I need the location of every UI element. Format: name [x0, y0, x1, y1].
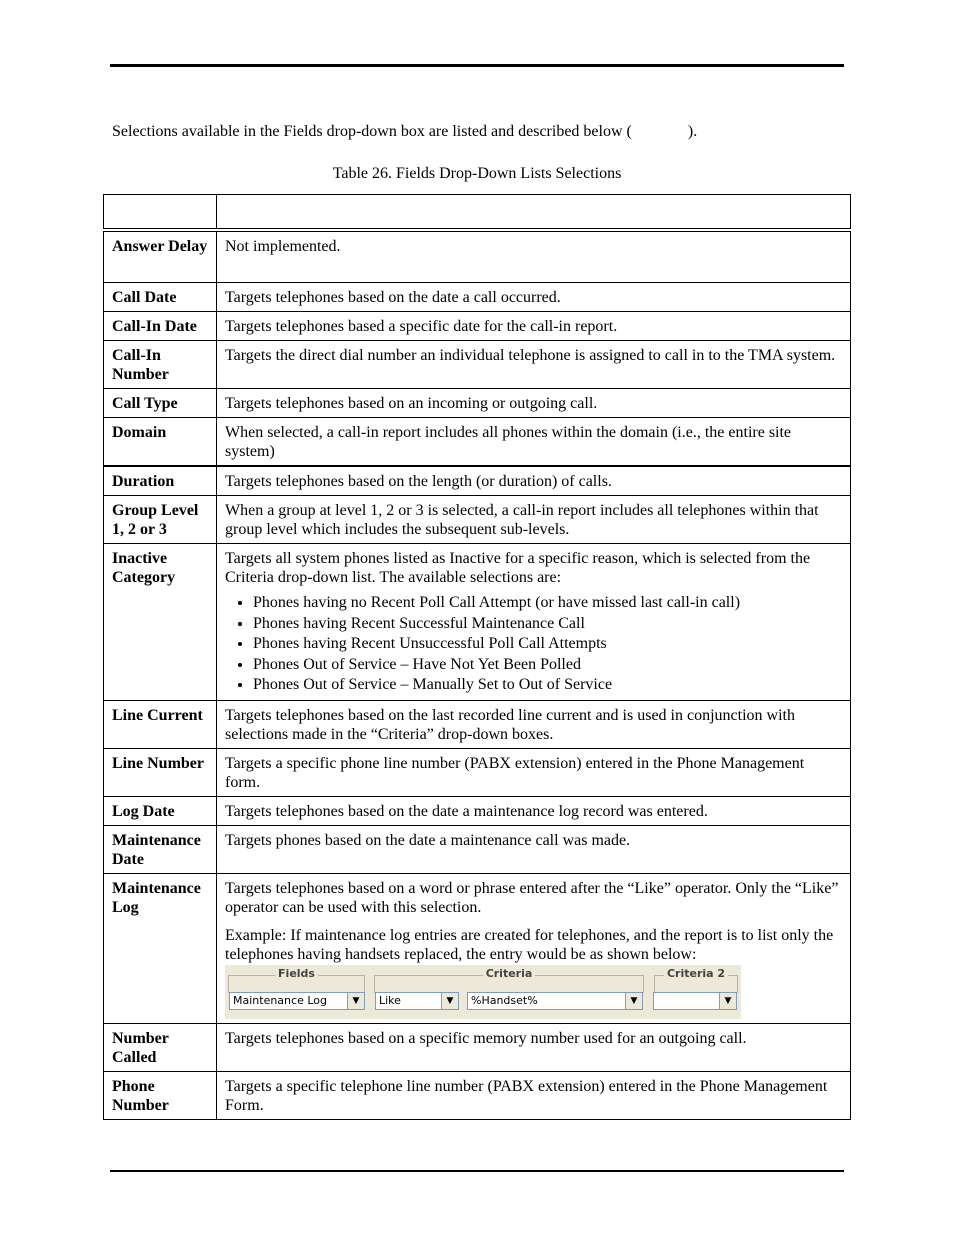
chevron-down-icon[interactable]: ▼	[625, 993, 642, 1009]
field-name: Call-In Date	[104, 312, 217, 341]
field-name: Call Date	[104, 283, 217, 312]
intro-close: ).	[687, 123, 698, 140]
list-item: • Phones Out of Service – Have Not Yet Been Polled	[253, 655, 842, 676]
list-item: • Phones having no Recent Poll Call Attempt (or have missed last call-in call)	[253, 593, 842, 614]
criteria2-group	[651, 965, 741, 1019]
operator-dropdown[interactable]	[375, 992, 459, 1010]
table-row	[104, 1071, 851, 1119]
list-item: • Phones having Recent Successful Maintenance Call	[253, 614, 842, 635]
table-row	[104, 389, 851, 418]
field-name: Inactive Category	[104, 544, 217, 701]
fields-table	[103, 194, 851, 1120]
table-row	[104, 341, 851, 389]
fields-group-label	[225, 968, 368, 980]
field-description: Targets telephones based on the date a maintenance log record was entered.	[217, 796, 851, 825]
description-text: Targets all system phones listed as Inactive for a specific reason, which is selected from the Criteria drop-down list. The available selections are:	[225, 550, 811, 586]
field-description: Targets telephones based a specific date for the call-in report.	[217, 312, 851, 341]
field-name: Domain	[104, 418, 217, 467]
table-row	[104, 283, 851, 312]
criteria2-dropdown[interactable]	[653, 992, 737, 1010]
table-row	[104, 748, 851, 796]
criteria-group	[371, 965, 647, 1019]
field-name: Call Type	[104, 389, 217, 418]
field-name: Maintenance Log	[104, 873, 217, 1023]
selection-list	[225, 593, 842, 696]
field-description: Targets the direct dial number an individual telephone is assigned to call in to the TMA system.	[217, 341, 851, 389]
field-description: Targets telephones based on an incoming or outgoing call.	[217, 389, 851, 418]
field-description	[217, 544, 851, 701]
table-row	[104, 312, 851, 341]
field-description: Targets a specific telephone line number (PABX extension) entered in the Phone Management Form.	[217, 1071, 851, 1119]
chevron-down-icon[interactable]: ▼	[347, 993, 364, 1009]
example-text: Example: If maintenance log entries are created for telephones, and the report is to list only the telephones having handsets replaced, the entry would be as shown below:	[225, 926, 834, 963]
list-item: • Phones Out of Service – Manually Set to Out of Service	[253, 675, 842, 696]
intro-text: Selections available in the Fields drop-down box are listed and described below (	[112, 123, 632, 140]
field-description: When selected, a call-in report includes all phones within the domain (i.e., the entire site system)	[217, 418, 851, 467]
header-rule	[110, 64, 844, 67]
table-row	[104, 700, 851, 748]
field-description: Not implemented.	[217, 230, 851, 283]
fields-label-text: Fields	[275, 967, 318, 980]
chevron-down-icon[interactable]: ▼	[719, 993, 736, 1009]
footer-rule	[110, 1170, 844, 1172]
field-name: Log Date	[104, 796, 217, 825]
chevron-down-icon[interactable]: ▼	[441, 993, 458, 1009]
fields-dropdown[interactable]	[229, 992, 365, 1010]
field-description	[217, 873, 851, 1023]
table-row	[104, 796, 851, 825]
field-description: Targets phones based on the date a maintenance call was made.	[217, 825, 851, 873]
field-description: Targets telephones based on the last recorded line current and is used in conjunction with selections made in the “Criteria” drop-down boxes.	[217, 700, 851, 748]
table-caption: Table 26. Fields Drop-Down Lists Selections	[332, 165, 622, 182]
criteria2-label-text: Criteria 2	[664, 967, 728, 980]
field-name: Maintenance Date	[104, 825, 217, 873]
field-name: Line Number	[104, 748, 217, 796]
field-description: Targets telephones based on the length (or duration) of calls.	[217, 466, 851, 496]
criteria-dropdown-value: %Handset%	[471, 993, 538, 1007]
criteria2-group-label	[651, 968, 741, 980]
table-row	[104, 496, 851, 544]
field-name: Answer Delay	[104, 230, 217, 283]
list-item: • Phones having Recent Unsuccessful Poll Call Attempts	[253, 634, 842, 655]
field-description: Targets telephones based on the date a call occurred.	[217, 283, 851, 312]
fields-group	[225, 965, 368, 1019]
table-row	[104, 230, 851, 283]
example-form-screenshot	[225, 965, 741, 1019]
table-row	[104, 873, 851, 1023]
operator-dropdown-value: Like	[379, 993, 401, 1007]
table-header-row	[104, 195, 851, 231]
table-row	[104, 544, 851, 701]
table-row	[104, 1023, 851, 1071]
criteria-group-label	[371, 968, 647, 980]
field-name: Phone Number	[104, 1071, 217, 1119]
field-name: Number Called	[104, 1023, 217, 1071]
header-cell-description	[217, 195, 851, 231]
field-description: Targets telephones based on a specific memory number used for an outgoing call.	[217, 1023, 851, 1071]
table-row	[104, 825, 851, 873]
criteria-label-text: Criteria	[483, 967, 536, 980]
field-name: Duration	[104, 466, 217, 496]
table-row	[104, 418, 851, 467]
field-description: Targets a specific phone line number (PABX extension) entered in the Phone Management form.	[217, 748, 851, 796]
criteria-dropdown[interactable]	[467, 992, 643, 1010]
field-name: Line Current	[104, 700, 217, 748]
intro-paragraph	[112, 123, 697, 141]
field-name: Call-In Number	[104, 341, 217, 389]
field-description: When a group at level 1, 2 or 3 is selected, a call-in report includes all telephones within that group level which includes the subsequent sub-levels.	[217, 496, 851, 544]
table-row	[104, 466, 851, 496]
fields-dropdown-value: Maintenance Log	[233, 993, 327, 1007]
header-cell-field	[104, 195, 217, 231]
description-text: Targets telephones based on a word or phrase entered after the “Like” operator. Only the “Like” operator can be used with this selection.	[225, 879, 839, 916]
field-name: Group Level 1, 2 or 3	[104, 496, 217, 544]
